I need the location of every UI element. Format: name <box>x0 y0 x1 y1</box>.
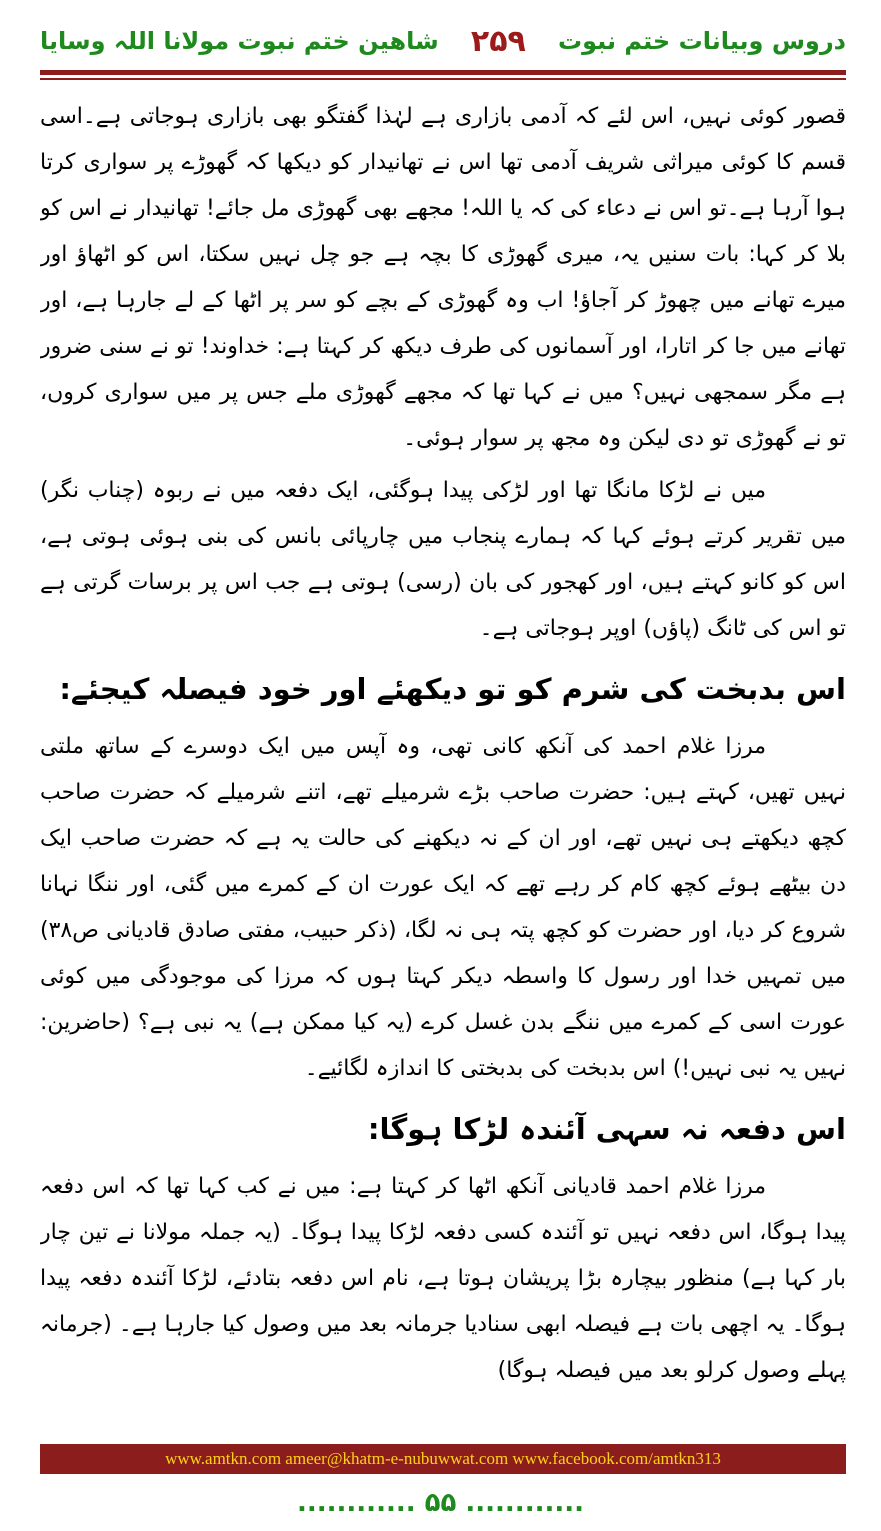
section-heading-1: اس بدبخت کی شرم کو تو دیکھئے اور خود فیصلہ کیجئے: <box>59 672 846 706</box>
header-book-title: دروس وبیانات ختم نبوت <box>557 27 846 55</box>
paragraph-3: مرزا غلام احمد کی آنکھ کانی تھی، وہ آپس میں ایک دوسرے کے ساتھ ملتی نہیں تھیں، کہتے ہیں: حضرت صاحب بڑے شرمیلے تھے، اتنے شرمیلے کہ حضرت صاحب کچھ دیکھتے ہی نہیں تھے، اور ان کے نہ دیکھنے کی حالت یہ ہے کہ حضرت صاحب ایک دن بیٹھے ہوئے کچھ کام کر رہے تھے کہ ایک عورت ان کے کمرے میں گئی، اور ننگا نہانا شروع کر دیا، اور حضرت کو کچھ پتہ ہی نہ لگا، (ذکر حبیب، مفتی صادق قادیانی ص۳۸) میں تمہیں خدا اور رسول کا واسطہ دیکر کہتا ہوں کہ مرزا کی موجودگی میں کوئی عورت اسی کے کمرے میں ننگے بدن غسل کرے (یہ کیا ممکن ہے) یہ نبی ہے؟ (حاضرین: نہیں یہ نبی نہیں!) اس بدبخت کی بدبختی کا اندازہ لگائیے۔ <box>40 734 846 1081</box>
section-heading-2: اس دفعہ نہ سہی آئندہ لڑکا ہوگا: <box>367 1112 846 1146</box>
footer-page-number: ............ ۵۵ ............ <box>297 1488 584 1518</box>
paragraph-4: مرزا غلام احمد قادیانی آنکھ اٹھا کر کہتا ہے: میں نے کب کہا تھا کہ اس دفعہ پیدا ہوگا، اس دفعہ نہیں تو آئندہ کسی دفعہ لڑکا پیدا ہوگا۔ (یہ جملہ مولانا نے تین چار بار کہا ہے) منظور بیچارہ بڑا پریشان ہوتا ہے، نام اس دفعہ بتادئے، لڑکا آئندہ دفعہ پیدا ہوگا۔ یہ اچھی بات ہے فیصلہ ابھی سنادیا جرمانہ بعد میں وصول کیا جارہا ہے۔ (جرمانہ پہلے وصول کرلو بعد میں فیصلہ ہوگا) <box>40 1174 846 1383</box>
header-rule-thick <box>40 70 846 75</box>
header-page-number: ۲۵۹ <box>470 23 526 59</box>
header-author-title: شاھین ختم نبوت مولانا اللہ وسایا <box>40 27 439 55</box>
page-body <box>40 94 846 1434</box>
page-header <box>40 18 846 64</box>
header-rule-thin <box>40 78 846 80</box>
footer-links-bar: www.amtkn.com ameer@khatm-e-nubuwwat.com www.facebook.com/amtkn313 <box>40 1444 846 1474</box>
paragraph-2: میں نے لڑکا مانگا تھا اور لڑکی پیدا ہوگئی، ایک دفعہ میں نے ربوہ (چناب نگر) میں تقریر کرتے ہوئے کہا کہ ہمارے پنجاب میں چارپائی بانس کی بنی ہوئی ہوتی ہے، اس کو کانو کہتے ہیں، اور کھجور کی بان (رسی) ہوتی ہے جب اس پر برسات گرتی ہے تو اس کی ٹانگ (پاؤں) اوپر ہوجاتی ہے۔ <box>40 478 846 641</box>
paragraph-1: قصور کوئی نہیں، اس لئے کہ آدمی بازاری ہے لہٰذا گفتگو بھی بازاری ہوجاتی ہے۔اسی قسم کا کوئی میراثی شریف آدمی تھا اس نے تھانیدار کو دیکھا کہ گھوڑے پر سواری کرتا ہوا آرہا ہے۔تو اس نے دعاء کی کہ یا اللہ! مجھے بھی گھوڑی مل جائے! تھانیدار نے اس کو بلا کر کہا: بات سنیں یہ، میری گھوڑی کا بچہ ہے جو چل نہیں سکتا، اس کو اٹھاؤ اور میرے تھانے میں چھوڑ کر آجاؤ! اب وہ گھوڑی کے بچے کو سر پر اٹھا کے لے جارہا ہے، اور تھانے میں جا کر اتارا، اور آسمانوں کی طرف دیکھ کر کہتا ہے: خداوند! تو نے سنی ضرور ہے مگر سمجھی نہیں؟ میں نے کہا تھا کہ مجھے گھوڑی ملے جس پر میں سواری کروں، تو نے گھوڑی تو دی لیکن وہ مجھ پر سوار ہوئی۔ <box>40 104 846 451</box>
